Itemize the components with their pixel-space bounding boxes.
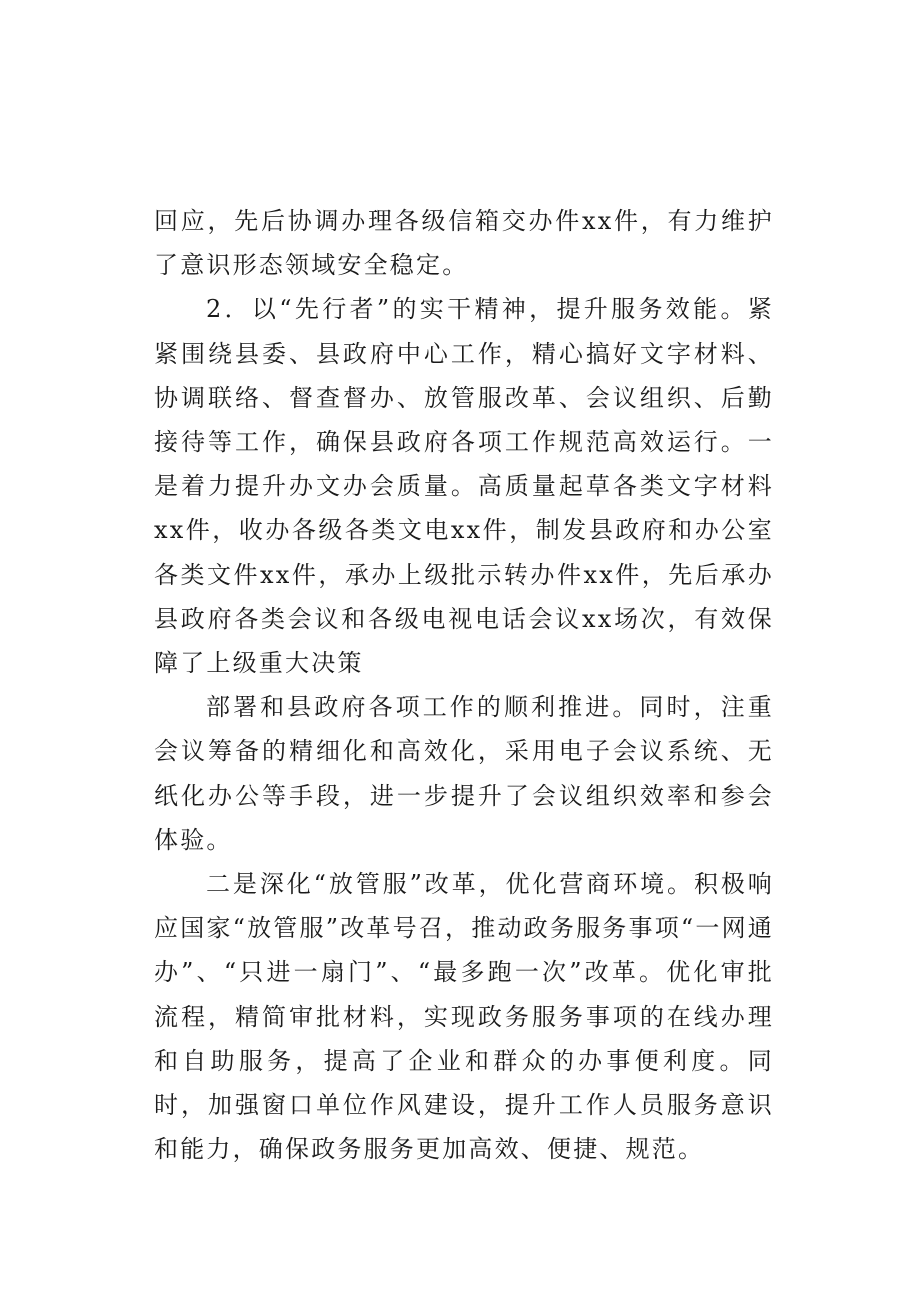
paragraph-meeting-organization: 部署和县政府各项工作的顺利推进。同时，注重会议筹备的精细化和高效化，采用电子会议系统、无纸化办公等手段，进一步提升了会议组织效率和参会体验。 bbox=[154, 693, 774, 854]
document-body bbox=[154, 199, 774, 1171]
paragraph-continuation: 回应，先后协调办理各级信箱交办件xx件，有力维护了意识形态领域安全稳定。 bbox=[154, 207, 774, 280]
paragraph-reform: 二是深化“放管服”改革，优化营商环境。积极响应国家“放管服”改革号召，推动政务服务事项“一网通办”、“只进一扇门”、“最多跑一次”改革。优化审批流程，精简审批材料，实现政务服务事项的在线办理和自助服务，提高了企业和群众的办事便利度。同时，加强窗口单位作风建设，提升工作人员服务意识和能力，确保政务服务更加高效、便捷、规范。 bbox=[154, 870, 774, 1164]
paragraph-service-efficiency: 2．以“先行者”的实干精神，提升服务效能。紧紧围绕县委、县政府中心工作，精心搞好文字材料、协调联络、督查督办、放管服改革、会议组织、后勤接待等工作，确保县政府各项工作规范高效运行。一是着力提升办文办会质量。高质量起草各类文字材料xx件，收办各级各类文电xx件，制发县政府和办公室各类文件xx件，承办上级批示转办件xx件，先后承办县政府各类会议和各级电视电话会议xx场次，有效保障了上级重大决策 bbox=[154, 295, 774, 678]
